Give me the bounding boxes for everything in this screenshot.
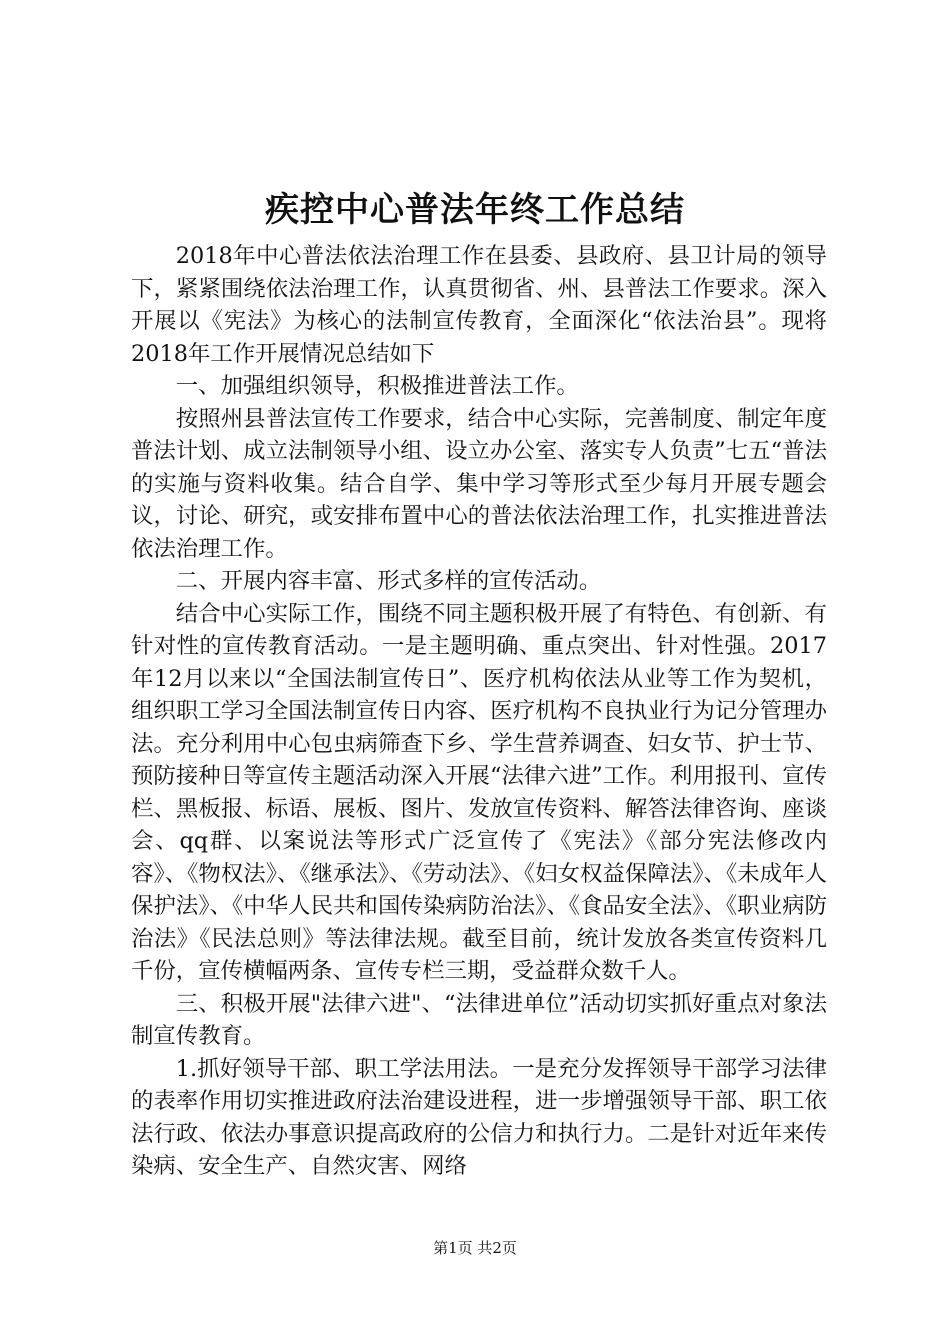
section-heading-1: 一、加强组织领导，积极推进普法工作。 bbox=[175, 373, 579, 399]
paragraph-section-2: 结合中心实际工作，围绕不同主题积极开展了有特色、有创新、有针对性的宣传教育活动。一是主题明确、重点突出、针对性强。2017年12月以来以“全国法制宣传日”、医疗机构依法从业等工作为契机，组织职工学习全国法制宣传日内容、医疗机构不良执业行为记分管理办法。充分利用中心包虫病筛查下乡、学生营养调查、妇女节、护士节、预防接种日等宣传主题活动深入开展“法律六进”工作。利用报刊、宣传栏、黑板报、标语、展板、图片、发放宣传资料、解答法律咨询、座谈会、qq群、以案说法等形式广泛宣传了《宪法》《部分宪法修改内容》、《物权法》、《继承法》、《劳动法》、《妇女权益保障法》、《未成年人保护法》、《中华人民共和国传染病防治法》、《食品安全法》、《职业病防治法》《民法总则》等法律法规。截至目前，统计发放各类宣传资料几千份，宣传横幅两条、宣传专栏三期，受益群众数千人。 bbox=[131, 600, 827, 984]
paragraph-intro: 2018年中心普法依法治理工作在县委、县政府、县卫计局的领导下，紧紧围绕依法治理工作，认真贯彻省、州、县普法工作要求。深入开展以《宪法》为核心的法制宣传教育，全面深化“依法治县”。现将2018年工作开展情况总结如下 bbox=[131, 243, 827, 367]
section-heading-3: 三、积极开展"法律六进"、“法律进单位”活动切实抓好重点对象法制宣传教育。 bbox=[131, 990, 827, 1049]
document-title: 疾控中心普法年终工作总结 bbox=[265, 190, 685, 230]
section-heading-2: 二、开展内容丰富、形式多样的宣传活动。 bbox=[175, 568, 602, 594]
document-body bbox=[131, 240, 827, 1183]
paragraph-section-1: 按照州县普法宣传工作要求，结合中心实际，完善制度、制定年度普法计划、成立法制领导小组、设立办公室、落实专人负责”七五“普法的实施与资料收集。结合自学、集中学习等形式至少每月开展专题会议，讨论、研究，或安排布置中心的普法依法治理工作，扎实推进普法依法治理工作。 bbox=[131, 405, 827, 562]
page-number: 第1页 共2页 bbox=[433, 1239, 517, 1257]
paragraph-section-3-item-1: 1.抓好领导干部、职工学法用法。一是充分发挥领导干部学习法律的表率作用切实推进政府法治建设进程，进一步增强领导干部、职工依法行政、依法办事意识提高政府的公信力和执行力。二是针对近年来传染病、安全生产、自然灾害、网络 bbox=[131, 1055, 827, 1179]
